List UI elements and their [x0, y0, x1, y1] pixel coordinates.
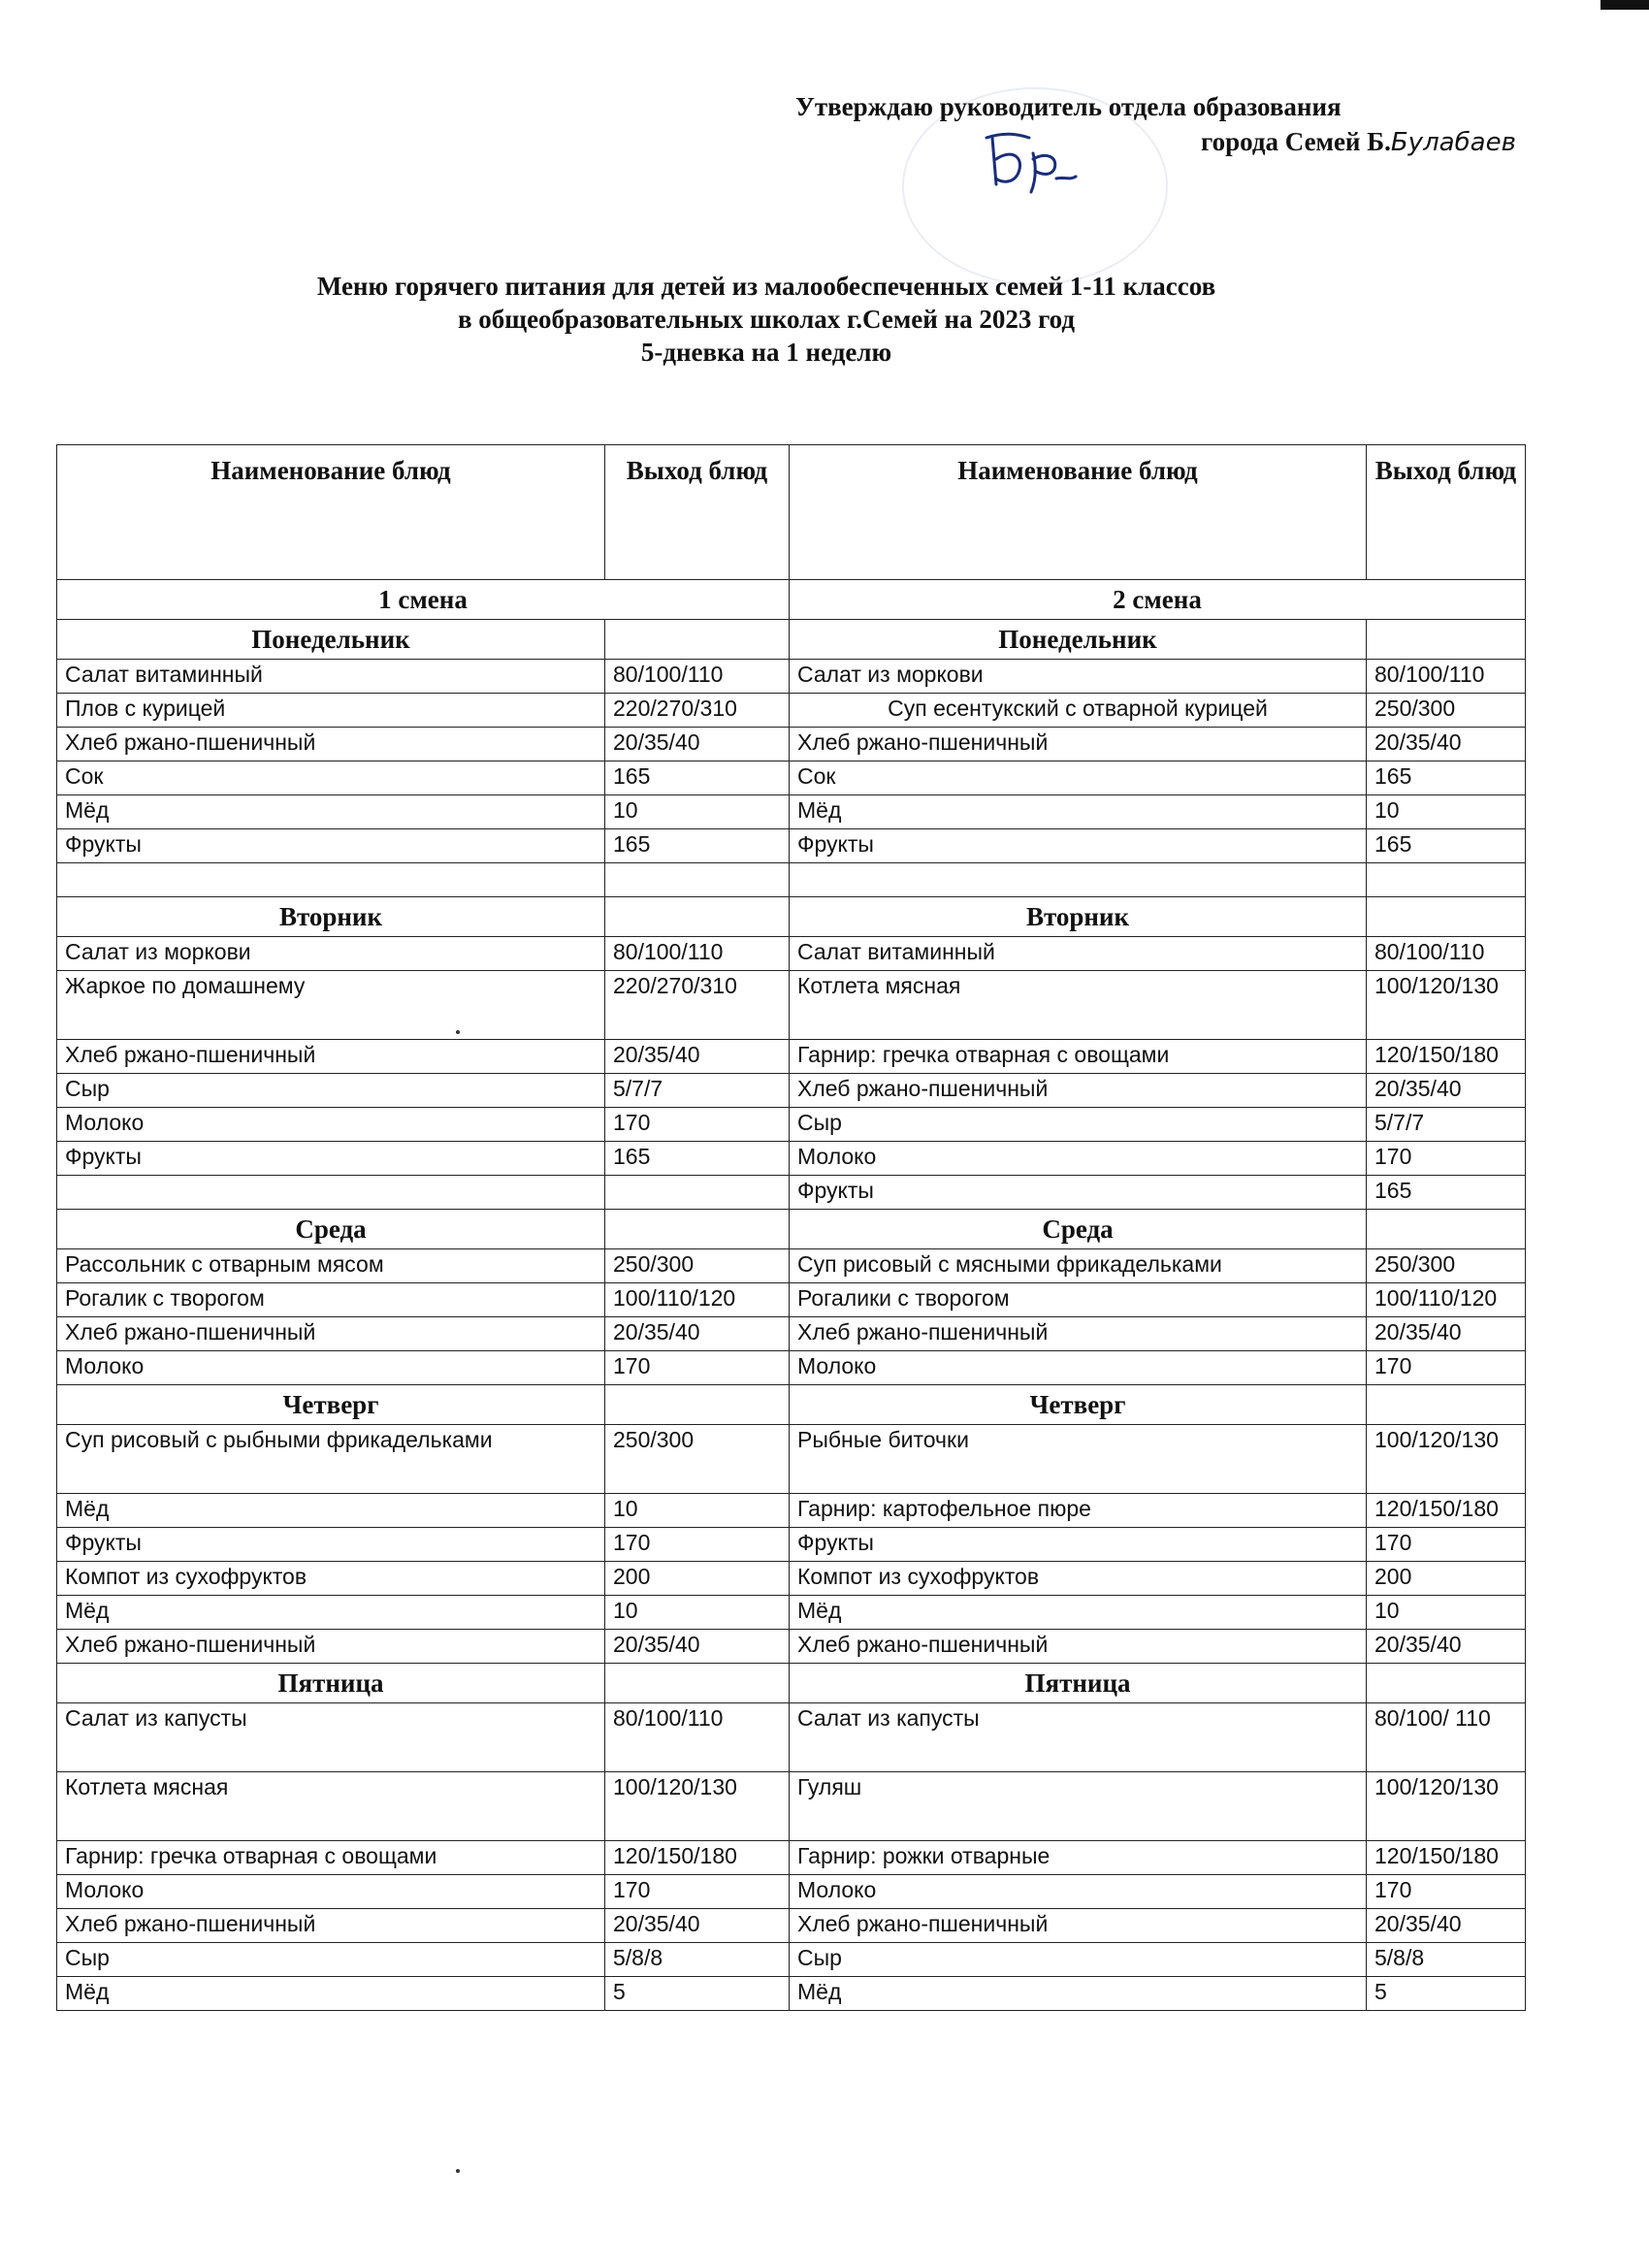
dish-name-shift-1 — [57, 863, 605, 897]
scan-speck — [456, 1030, 460, 1034]
dish-name-shift-1: Молоко — [57, 1875, 605, 1909]
table-row — [57, 795, 1526, 829]
dish-name-shift-1: Мёд — [57, 1977, 605, 2011]
dish-name-shift-2: Фрукты — [790, 1176, 1367, 1210]
portion-shift-1: 10 — [605, 1494, 790, 1528]
portion-shift-1: 170 — [605, 1528, 790, 1562]
portion-shift-1: 5 — [605, 1977, 790, 2011]
scan-speck — [456, 2169, 460, 2173]
table-row — [57, 1249, 1526, 1283]
table-row — [57, 1875, 1526, 1909]
dish-name-shift-1: Хлеб ржано-пшеничный — [57, 1317, 605, 1351]
portion-shift-2: 100/110/120 — [1367, 1283, 1526, 1317]
portion-shift-2: 20/35/40 — [1367, 1909, 1526, 1943]
portion-shift-1: 165 — [605, 1142, 790, 1176]
empty-cell — [605, 1210, 790, 1249]
title-line-2: в общеобразовательных школах г.Семей на 2023 год — [457, 305, 1076, 334]
dish-name-shift-1: Мёд — [57, 1494, 605, 1528]
portion-shift-1: 20/35/40 — [605, 1317, 790, 1351]
dish-name-shift-2: Суп рисовый с мясными фрикадельками — [790, 1249, 1367, 1283]
portion-shift-1: 250/300 — [605, 1249, 790, 1283]
portion-shift-2: 5/8/8 — [1367, 1943, 1526, 1977]
table-row — [57, 1772, 1526, 1841]
dish-name-shift-1: Плов с курицей — [57, 694, 605, 728]
portion-shift-1: 165 — [605, 761, 790, 795]
dish-name-shift-1: Сыр — [57, 1074, 605, 1108]
header-portion-2: Выход блюд — [1367, 445, 1526, 580]
title-line-3: 5-дневка на 1 неделю — [640, 338, 892, 367]
portion-shift-1: 165 — [605, 829, 790, 863]
shift-1-label: 1 смена — [57, 580, 790, 620]
portion-shift-2: 250/300 — [1367, 694, 1526, 728]
dish-name-shift-2: Фрукты — [790, 829, 1367, 863]
portion-shift-2: 20/35/40 — [1367, 1317, 1526, 1351]
portion-shift-2: 120/150/180 — [1367, 1841, 1526, 1875]
table-row — [57, 829, 1526, 863]
table-row — [57, 1943, 1526, 1977]
portion-shift-1: 170 — [605, 1875, 790, 1909]
portion-shift-2: 250/300 — [1367, 1249, 1526, 1283]
portion-shift-1: 5/8/8 — [605, 1943, 790, 1977]
dish-name-shift-1: Рассольник с отварным мясом — [57, 1249, 605, 1283]
day-header-row — [57, 1210, 1526, 1249]
approval-block — [795, 89, 1591, 160]
portion-shift-1: 80/100/110 — [605, 1703, 790, 1772]
table-row — [57, 1494, 1526, 1528]
table-row — [57, 937, 1526, 971]
shift-2-label: 2 смена — [790, 580, 1526, 620]
table-row — [57, 1703, 1526, 1772]
dish-name-shift-2: Гарнир: гречка отварная с овощами — [790, 1040, 1367, 1074]
portion-shift-1: 100/110/120 — [605, 1283, 790, 1317]
table-row — [57, 1142, 1526, 1176]
dish-name-shift-1: Сыр — [57, 1943, 605, 1977]
dish-name-shift-1: Салат из капусты — [57, 1703, 605, 1772]
portion-shift-2: 80/100/110 — [1367, 937, 1526, 971]
dish-name-shift-1: Молоко — [57, 1351, 605, 1385]
dish-name-shift-2: Сыр — [790, 1943, 1367, 1977]
dish-name-shift-2: Компот из сухофруктов — [790, 1562, 1367, 1596]
header-portion-1: Выход блюд — [605, 445, 790, 580]
day-label-shift-2: Четверг — [790, 1385, 1367, 1425]
dish-name-shift-2: Котлета мясная — [790, 971, 1367, 1040]
portion-shift-1: 20/35/40 — [605, 1630, 790, 1664]
dish-name-shift-2: Салат из капусты — [790, 1703, 1367, 1772]
dish-name-shift-2: Хлеб ржано-пшеничный — [790, 1909, 1367, 1943]
portion-shift-2: 170 — [1367, 1142, 1526, 1176]
table-row — [57, 1528, 1526, 1562]
dish-name-shift-1: Фрукты — [57, 1142, 605, 1176]
portion-shift-1: 80/100/110 — [605, 660, 790, 694]
portion-shift-2: 165 — [1367, 761, 1526, 795]
dish-name-shift-1: Молоко — [57, 1108, 605, 1142]
empty-cell — [1367, 1385, 1526, 1425]
portion-shift-2: 170 — [1367, 1875, 1526, 1909]
portion-shift-1: 120/150/180 — [605, 1841, 790, 1875]
portion-shift-1: 100/120/130 — [605, 1772, 790, 1841]
portion-shift-1: 20/35/40 — [605, 1040, 790, 1074]
portion-shift-2: 165 — [1367, 1176, 1526, 1210]
dish-name-shift-2: Мёд — [790, 1977, 1367, 2011]
dish-name-shift-2: Молоко — [790, 1351, 1367, 1385]
dish-name-shift-1: Фрукты — [57, 829, 605, 863]
portion-shift-2: 100/120/130 — [1367, 1772, 1526, 1841]
shift-row — [57, 580, 1526, 620]
day-label-shift-1: Среда — [57, 1210, 605, 1249]
dish-name-shift-2: Салат из моркови — [790, 660, 1367, 694]
dish-name-shift-2: Гарнир: рожки отварные — [790, 1841, 1367, 1875]
table-row — [57, 1425, 1526, 1494]
portion-shift-1: 80/100/110 — [605, 937, 790, 971]
portion-shift-2: 120/150/180 — [1367, 1040, 1526, 1074]
dish-name-shift-1: Хлеб ржано-пшеничный — [57, 728, 605, 761]
portion-shift-2: 5/7/7 — [1367, 1108, 1526, 1142]
dish-name-shift-1: Рогалик с творогом — [57, 1283, 605, 1317]
dish-name-shift-1: Котлета мясная — [57, 1772, 605, 1841]
portion-shift-2: 20/35/40 — [1367, 1630, 1526, 1664]
dish-name-shift-2: Рогалики с творогом — [790, 1283, 1367, 1317]
day-header-row — [57, 620, 1526, 660]
dish-name-shift-2: Фрукты — [790, 1528, 1367, 1562]
scan-corner-mark — [1600, 0, 1649, 10]
table-row — [57, 863, 1526, 897]
portion-shift-1: 170 — [605, 1108, 790, 1142]
empty-cell — [605, 1385, 790, 1425]
dish-name-shift-1: Салат из моркови — [57, 937, 605, 971]
dish-name-shift-1: Хлеб ржано-пшеничный — [57, 1630, 605, 1664]
portion-shift-1: 20/35/40 — [605, 1909, 790, 1943]
table-row — [57, 1977, 1526, 2011]
portion-shift-2: 100/120/130 — [1367, 971, 1526, 1040]
dish-name-shift-2: Мёд — [790, 1596, 1367, 1630]
portion-shift-2: 5 — [1367, 1977, 1526, 2011]
empty-cell — [1367, 620, 1526, 660]
menu-table — [56, 444, 1526, 2011]
portion-shift-2: 170 — [1367, 1351, 1526, 1385]
portion-shift-1: 10 — [605, 1596, 790, 1630]
handwritten-signer-name: Булабаев — [1390, 128, 1516, 157]
header-dish-name-1: Наименование блюд — [57, 445, 605, 580]
dish-name-shift-2: Гуляш — [790, 1772, 1367, 1841]
portion-shift-1: 20/35/40 — [605, 728, 790, 761]
day-label-shift-1: Четверг — [57, 1385, 605, 1425]
dish-name-shift-2: Хлеб ржано-пшеничный — [790, 1317, 1367, 1351]
approval-line-1: Утверждаю руководитель отдела образования — [795, 92, 1342, 121]
portion-shift-2: 80/100/ 110 — [1367, 1703, 1526, 1772]
portion-shift-1 — [605, 863, 790, 897]
table-row — [57, 694, 1526, 728]
table-row — [57, 1909, 1526, 1943]
day-header-row — [57, 897, 1526, 937]
dish-name-shift-2: Рыбные биточки — [790, 1425, 1367, 1494]
empty-cell — [605, 897, 790, 937]
approval-line-2 — [795, 124, 1591, 160]
table-row — [57, 1283, 1526, 1317]
table-row — [57, 1630, 1526, 1664]
dish-name-shift-2: Хлеб ржано-пшеничный — [790, 1074, 1367, 1108]
table-row — [57, 971, 1526, 1040]
table-row — [57, 1108, 1526, 1142]
portion-shift-2: 200 — [1367, 1562, 1526, 1596]
portion-shift-2: 80/100/110 — [1367, 660, 1526, 694]
dish-name-shift-1: Хлеб ржано-пшеничный — [57, 1040, 605, 1074]
table-row — [57, 1176, 1526, 1210]
table-row — [57, 1562, 1526, 1596]
portion-shift-2: 100/120/130 — [1367, 1425, 1526, 1494]
portion-shift-2 — [1367, 863, 1526, 897]
dish-name-shift-1: Мёд — [57, 1596, 605, 1630]
dish-name-shift-2: Гарнир: картофельное пюре — [790, 1494, 1367, 1528]
table-row — [57, 728, 1526, 761]
empty-cell — [1367, 1210, 1526, 1249]
header-dish-name-2: Наименование блюд — [790, 445, 1367, 580]
empty-cell — [605, 1664, 790, 1703]
portion-shift-1: 220/270/310 — [605, 971, 790, 1040]
empty-cell — [1367, 1664, 1526, 1703]
document-title — [116, 270, 1416, 369]
table-row — [57, 1074, 1526, 1108]
dish-name-shift-2: Молоко — [790, 1875, 1367, 1909]
day-label-shift-2: Понедельник — [790, 620, 1367, 660]
dish-name-shift-2: Хлеб ржано-пшеничный — [790, 1630, 1367, 1664]
portion-shift-1 — [605, 1176, 790, 1210]
approval-city: города Семей Б. — [1201, 127, 1391, 156]
dish-name-shift-2: Молоко — [790, 1142, 1367, 1176]
portion-shift-1: 220/270/310 — [605, 694, 790, 728]
portion-shift-1: 5/7/7 — [605, 1074, 790, 1108]
day-header-row — [57, 1385, 1526, 1425]
dish-name-shift-2 — [790, 863, 1367, 897]
dish-name-shift-2: Суп есентукский с отварной курицей — [790, 694, 1367, 728]
portion-shift-2: 20/35/40 — [1367, 1074, 1526, 1108]
portion-shift-2: 120/150/180 — [1367, 1494, 1526, 1528]
dish-name-shift-2: Мёд — [790, 795, 1367, 829]
dish-name-shift-1 — [57, 1176, 605, 1210]
dish-name-shift-1: Фрукты — [57, 1528, 605, 1562]
day-label-shift-1: Понедельник — [57, 620, 605, 660]
dish-name-shift-1: Мёд — [57, 795, 605, 829]
dish-name-shift-2: Сыр — [790, 1108, 1367, 1142]
table-row — [57, 1040, 1526, 1074]
portion-shift-1: 170 — [605, 1351, 790, 1385]
portion-shift-2: 170 — [1367, 1528, 1526, 1562]
table-row — [57, 1351, 1526, 1385]
menu-table-body — [57, 580, 1526, 2011]
title-line-1: Меню горячего питания для детей из малообеспеченных семей 1-11 классов — [316, 272, 1216, 301]
dish-name-shift-1: Хлеб ржано-пшеничный — [57, 1909, 605, 1943]
day-label-shift-1: Вторник — [57, 897, 605, 937]
dish-name-shift-1: Салат витаминный — [57, 660, 605, 694]
dish-name-shift-1: Суп рисовый с рыбными фрикадельками — [57, 1425, 605, 1494]
table-row — [57, 1841, 1526, 1875]
table-row — [57, 1596, 1526, 1630]
portion-shift-2: 20/35/40 — [1367, 728, 1526, 761]
table-row — [57, 1317, 1526, 1351]
day-label-shift-1: Пятница — [57, 1664, 605, 1703]
dish-name-shift-1: Жаркое по домашнему — [57, 971, 605, 1040]
empty-cell — [605, 620, 790, 660]
dish-name-shift-1: Компот из сухофруктов — [57, 1562, 605, 1596]
dish-name-shift-2: Сок — [790, 761, 1367, 795]
dish-name-shift-2: Хлеб ржано-пшеничный — [790, 728, 1367, 761]
dish-name-shift-2: Салат витаминный — [790, 937, 1367, 971]
portion-shift-1: 200 — [605, 1562, 790, 1596]
handwritten-signature — [975, 124, 1082, 202]
dish-name-shift-1: Сок — [57, 761, 605, 795]
portion-shift-2: 10 — [1367, 1596, 1526, 1630]
dish-name-shift-1: Гарнир: гречка отварная с овощами — [57, 1841, 605, 1875]
portion-shift-1: 10 — [605, 795, 790, 829]
table-row — [57, 761, 1526, 795]
day-label-shift-2: Вторник — [790, 897, 1367, 937]
table-header-row — [57, 445, 1526, 580]
table-row — [57, 660, 1526, 694]
day-header-row — [57, 1664, 1526, 1703]
day-label-shift-2: Среда — [790, 1210, 1367, 1249]
portion-shift-1: 250/300 — [605, 1425, 790, 1494]
portion-shift-2: 10 — [1367, 795, 1526, 829]
day-label-shift-2: Пятница — [790, 1664, 1367, 1703]
portion-shift-2: 165 — [1367, 829, 1526, 863]
empty-cell — [1367, 897, 1526, 937]
